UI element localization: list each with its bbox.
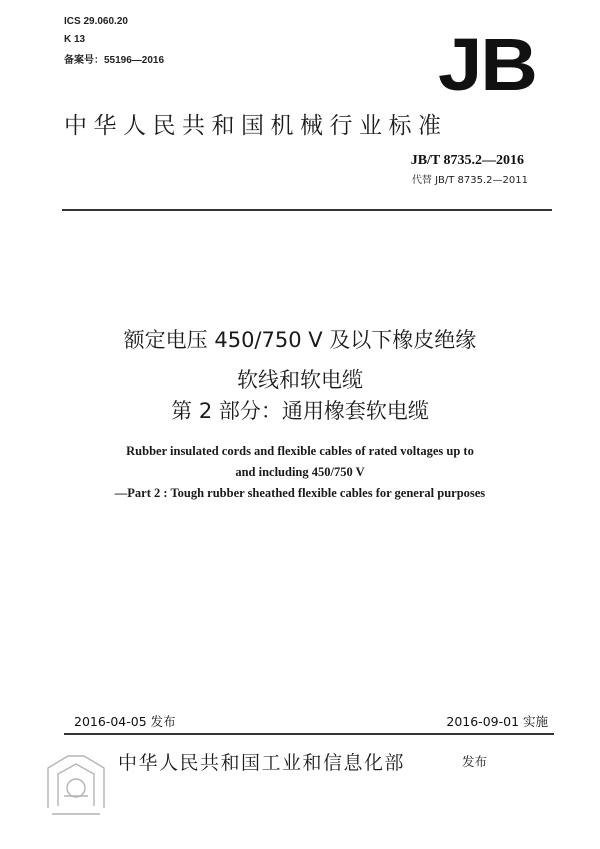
jb-logo: JB — [438, 23, 536, 106]
record-number: 备案号：55196—2016 — [64, 55, 165, 66]
top-divider — [62, 209, 552, 211]
publish-date: 2016-04-05 发布 — [74, 714, 176, 729]
standard-number: JB/T 8735.2—2016 — [410, 153, 524, 168]
issuing-authority: 中华人民共和国工业和信息化部 — [118, 752, 406, 774]
title-zh-line3: 第 2 部分：通用橡套软电缆 — [171, 399, 429, 423]
bottom-divider — [64, 733, 554, 735]
title-en-line3: —Part 2 : Tough rubber sheathed flexible cables for general purposes — [114, 486, 486, 500]
ics-code: ICS 29.060.20 — [64, 16, 128, 27]
title-zh-line1: 额定电压 450/750 V 及以下橡皮绝缘 — [123, 328, 477, 352]
title-en-line1: Rubber insulated cords and flexible cables of rated voltages up to — [126, 444, 474, 458]
effective-date: 2016-09-01 实施 — [446, 714, 548, 729]
title-zh-line2: 软线和软电缆 — [237, 368, 363, 392]
classification-code: K 13 — [64, 34, 86, 45]
standard-body-name: 中华人民共和国机械行业标准 — [64, 113, 448, 139]
replaces-standard: 代替 JB/T 8735.2—2011 — [411, 175, 528, 186]
title-en-line2: and including 450/750 V — [235, 465, 365, 479]
issuer-seal-icon — [38, 748, 114, 824]
issue-label: 发布 — [462, 754, 488, 769]
